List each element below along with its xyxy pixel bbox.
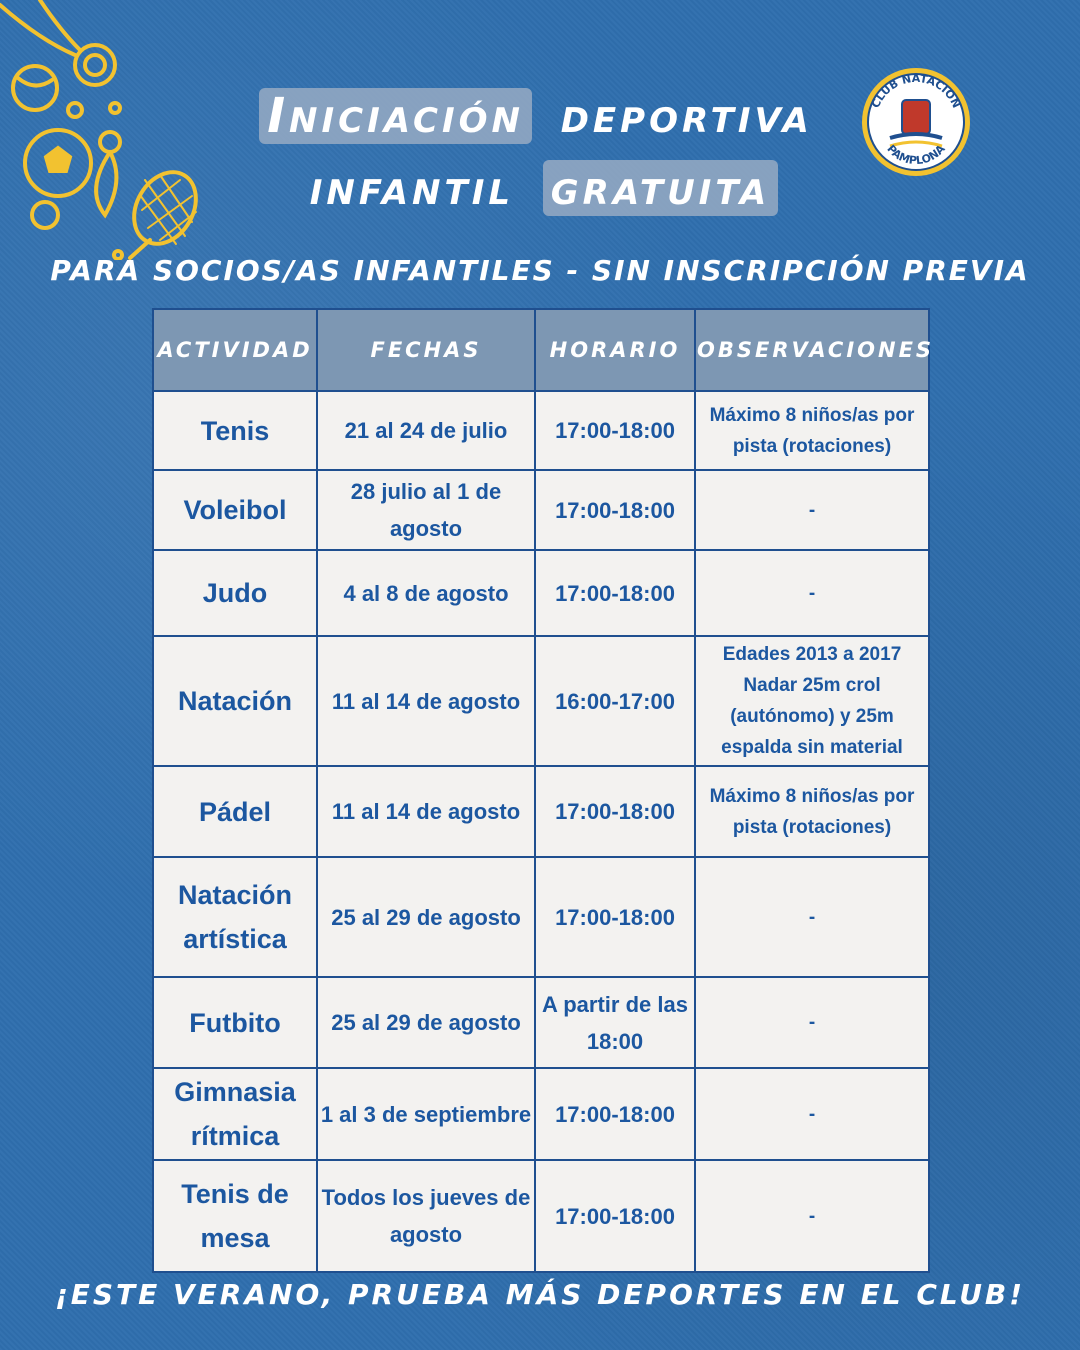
cell-horario: 17:00-18:00 <box>535 1160 695 1272</box>
footer-slogan: ¡ESTE VERANO, PRUEBA MÁS DEPORTES EN EL CLUB! <box>54 1278 1026 1311</box>
cell-observaciones: Máximo 8 niños/as por pista (rotaciones) <box>695 391 929 470</box>
cell-horario: 17:00-18:00 <box>535 470 695 550</box>
table-row <box>153 1068 929 1160</box>
table-header-row <box>153 309 929 391</box>
cell-observaciones: - <box>695 550 929 636</box>
cell-observaciones: Máximo 8 niños/as por pista (rotaciones) <box>695 766 929 857</box>
title-word: infantil <box>309 160 515 216</box>
cell-horario: A partir de las 18:00 <box>535 977 695 1068</box>
logo-top-text: CLUB NATACION <box>868 71 964 111</box>
column-header-observaciones: OBSERVACIONES <box>695 309 929 391</box>
column-header-fechas: FECHAS <box>317 309 535 391</box>
cell-horario: 17:00-18:00 <box>535 1068 695 1160</box>
logo-bottom-text: PAMPLONA <box>884 142 948 168</box>
cell-actividad: Voleibol <box>153 470 317 550</box>
cell-fechas: 21 al 24 de julio <box>317 391 535 470</box>
cell-fechas: 25 al 29 de agosto <box>317 977 535 1068</box>
medal-icon <box>75 45 115 85</box>
activities-table <box>152 308 935 1273</box>
table-row <box>153 470 929 550</box>
table-row <box>153 636 929 766</box>
cell-horario: 17:00-18:00 <box>535 857 695 977</box>
cell-observaciones: Edades 2013 a 2017 Nadar 25m crol (autónomo) y 25m espalda sin material <box>695 636 929 766</box>
column-header-actividad: ACTIVIDAD <box>153 309 317 391</box>
cell-horario: 17:00-18:00 <box>535 391 695 470</box>
cell-actividad: Gimnasia rítmica <box>153 1068 317 1160</box>
cell-observaciones: - <box>695 977 929 1068</box>
cell-fechas: 4 al 8 de agosto <box>317 550 535 636</box>
cell-fechas: 11 al 14 de agosto <box>317 766 535 857</box>
cell-horario: 17:00-18:00 <box>535 550 695 636</box>
title-highlight-word: gratuita <box>543 160 778 216</box>
cell-horario: 16:00-17:00 <box>535 636 695 766</box>
club-logo-icon <box>860 66 972 178</box>
title-word: deportiva <box>560 88 813 144</box>
subtitle: PARA SOCIOS/AS INFANTILES - SIN INSCRIPCIÓN PREVIA <box>50 254 1030 287</box>
title-highlight-word: Iniciación <box>259 88 532 144</box>
cell-horario: 17:00-18:00 <box>535 766 695 857</box>
table-row <box>153 977 929 1068</box>
cell-observaciones: - <box>695 1160 929 1272</box>
cell-actividad: Tenis de mesa <box>153 1160 317 1272</box>
cell-actividad: Futbito <box>153 977 317 1068</box>
cell-actividad: Natación <box>153 636 317 766</box>
table-row <box>153 1160 929 1272</box>
cell-actividad: Tenis <box>153 391 317 470</box>
table-row <box>153 766 929 857</box>
cell-actividad: Judo <box>153 550 317 636</box>
cell-observaciones: - <box>695 857 929 977</box>
cell-fechas: Todos los jueves de agosto <box>317 1160 535 1272</box>
cell-fechas: 1 al 3 de septiembre <box>317 1068 535 1160</box>
cell-fechas: 11 al 14 de agosto <box>317 636 535 766</box>
table-row <box>153 857 929 977</box>
cell-observaciones: - <box>695 470 929 550</box>
column-header-horario: HORARIO <box>535 309 695 391</box>
table-row <box>153 550 929 636</box>
cell-fechas: 25 al 29 de agosto <box>317 857 535 977</box>
cell-actividad: Pádel <box>153 766 317 857</box>
table-row <box>153 391 929 470</box>
cell-actividad: Natación artística <box>153 857 317 977</box>
cell-fechas: 28 julio al 1 de agosto <box>317 470 535 550</box>
cell-observaciones: - <box>695 1068 929 1160</box>
